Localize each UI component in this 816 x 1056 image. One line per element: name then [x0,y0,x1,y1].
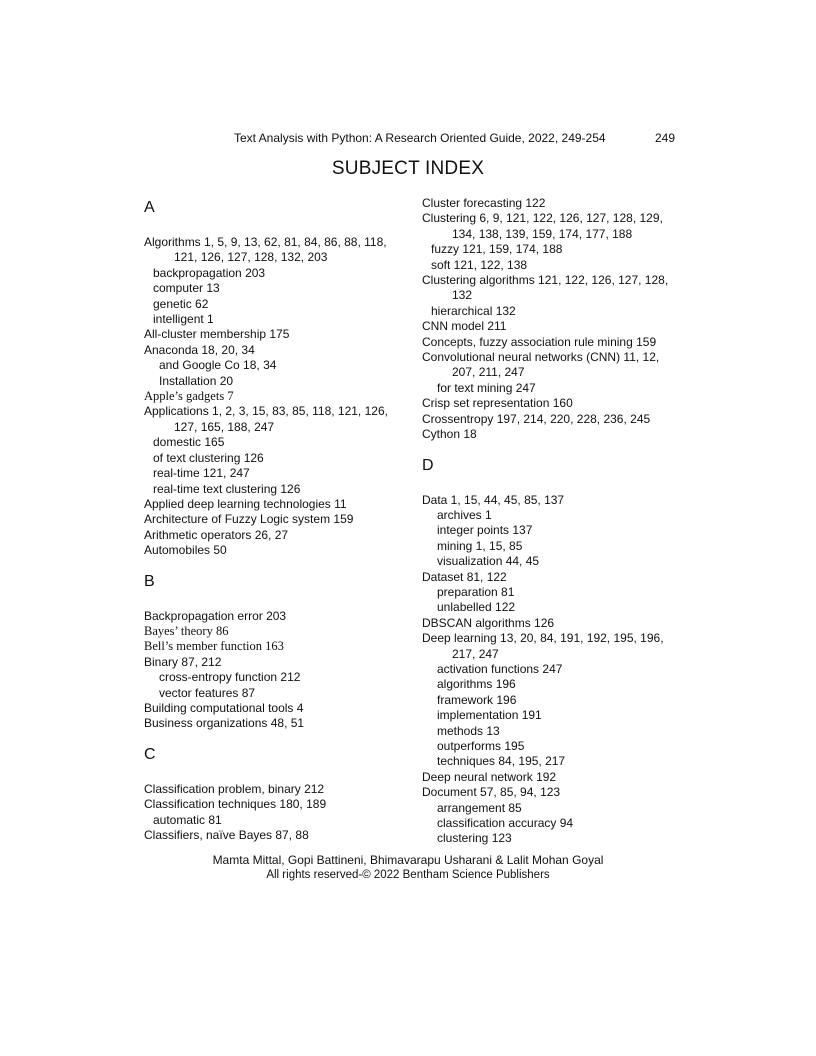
index-subentry: activation functions 247 [437,661,563,676]
index-subentry: algorithms 196 [437,677,516,692]
index-entry: Crossentropy 197, 214, 220, 228, 236, 245 [422,411,651,426]
index-entry: Arithmetic operators 26, 27 [144,527,289,542]
section-letter-c: C [144,745,156,763]
index-subentry: computer 13 [153,281,220,296]
index-subentry: techniques 84, 195, 217 [437,754,566,769]
index-entry: Binary 87, 212 [144,654,222,669]
index-subentry: for text mining 247 [437,380,536,395]
index-subentry: of text clustering 126 [153,450,264,465]
index-subentry: unlabelled 122 [437,600,516,615]
index-subentry: implementation 191 [437,708,542,723]
index-entry: Automobiles 50 [144,543,227,558]
index-entry: Concepts, fuzzy association rule mining 159 [422,334,657,349]
index-entry: DBSCAN algorithms 126 [422,615,555,630]
section-letter-d: D [422,456,434,474]
index-subentry: visualization 44, 45 [437,554,540,569]
index-subentry: intelligent 1 [153,312,214,327]
page-footer [0,853,816,883]
authors-line: Mamta Mittal, Gopi Battineni, Bhimavarapu Usharani & Lalit Mohan Goyal [212,853,604,867]
index-entry: Document 57, 85, 94, 123 [422,785,561,800]
index-subentry: domestic 165 [153,435,225,450]
index-subentry: real-time 121, 247 [153,466,250,481]
index-entry: Crisp set representation 160 [422,396,573,411]
page-number: 249 [655,131,676,145]
copyright-line: All rights reserved-© 2022 Bentham Science Publishers [266,869,550,881]
index-entry: Clustering 6, 9, 121, 122, 126, 127, 128, 129, 134, 138, 139, 159, 174, 177, 188 [422,211,663,241]
index-entry: All-cluster membership 175 [144,327,290,342]
index-subentry: automatic 81 [153,812,222,827]
index-entry: Cluster forecasting 122 [422,196,546,210]
index-entry: Classification problem, binary 212 [144,781,325,796]
section-letter-a: A [144,199,155,216]
index-entry: Classification techniques 180, 189 [144,797,327,812]
index-subentry: cross-entropy function 212 [159,670,301,685]
index-subentry: Installation 20 [159,373,234,388]
index-subentry: mining 1, 15, 85 [437,538,523,553]
index-subentry: clustering 123 [437,831,512,846]
index-entry: Data 1, 15, 44, 45, 85, 137 [422,492,565,507]
index-entry: Classifiers, naïve Bayes 87, 88 [144,828,309,842]
index-subentry: fuzzy 121, 159, 174, 188 [431,242,563,257]
index-entry: Architecture of Fuzzy Logic system 159 [144,512,354,527]
index-entry: Applied deep learning technologies 11 [144,496,347,511]
index-column-left [144,196,406,843]
index-entry: Dataset 81, 122 [422,569,507,584]
index-entry: Business organizations 48, 51 [144,716,305,731]
index-subentry: and Google Co 18, 34 [159,358,277,373]
index-entry: Bell’s member function 163 [144,639,284,654]
index-subentry: genetic 62 [153,296,209,311]
index-subentry: classification accuracy 94 [437,816,574,831]
index-subentry: arrangement 85 [437,800,522,815]
index-entry: Cython 18 [422,427,477,442]
index-entry: Anaconda 18, 20, 34 [144,342,255,357]
index-entry: Deep neural network 192 [422,769,557,784]
index-subentry: methods 13 [437,723,500,738]
index-entry: Convolutional neural networks (CNN) 11, 12, 207, 211, 247 [422,350,660,380]
index-entry: Applications 1, 2, 3, 15, 83, 85, 118, 121, 126, 127, 165, 188, 247 [144,404,388,434]
index-subentry: backpropagation 203 [153,265,266,280]
index-subentry: hierarchical 132 [431,303,516,318]
index-subentry: vector features 87 [159,685,256,700]
index-subentry: integer points 137 [437,523,533,538]
index-entry: Apple’s gadgets 7 [144,389,234,404]
section-letter-b: B [144,572,155,590]
index-entry: Clustering algorithms 121, 122, 126, 127, 128, 132 [422,273,669,303]
index-entry: CNN model 211 [422,319,507,334]
index-column-right [422,196,684,847]
page-title: SUBJECT INDEX [331,158,485,179]
running-title: Text Analysis with Python: A Research Oriented Guide, 2022, 249-254 [234,131,606,145]
index-subentry: preparation 81 [437,584,515,599]
index-subentry: archives 1 [437,507,492,522]
index-subentry: soft 121, 122, 138 [431,257,528,272]
index-entry: Algorithms 1, 5, 9, 13, 62, 81, 84, 86, 88, 118, 121, 126, 127, 128, 132, 203 [144,235,387,265]
index-subentry: real-time text clustering 126 [153,481,301,496]
index-subentry: outperforms 195 [437,739,525,753]
index-entry: Bayes’ theory 86 [144,623,229,638]
index-entry: Building computational tools 4 [144,700,304,715]
index-entry: Deep learning 13, 20, 84, 191, 192, 195, 196, 217, 247 [422,631,664,661]
index-subentry: framework 196 [437,692,517,707]
index-entry: Backpropagation error 203 [144,608,287,623]
